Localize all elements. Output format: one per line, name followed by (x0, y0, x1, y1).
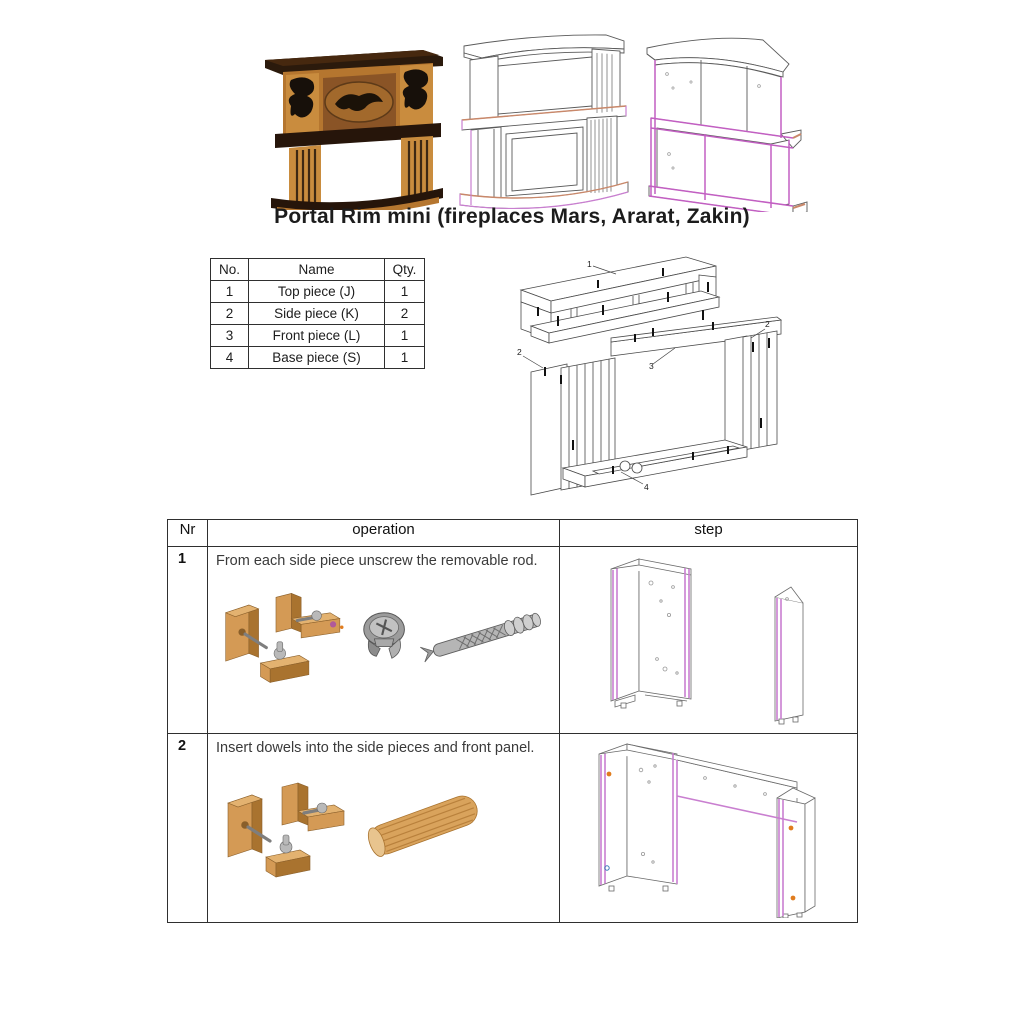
fireplace-photo (253, 20, 455, 210)
front-line-drawing-graphic (456, 22, 640, 212)
part-no: 1 (211, 281, 249, 303)
step2-step-image (562, 736, 855, 918)
part-no: 2 (211, 303, 249, 325)
sides-front-assembly-drawing (565, 736, 853, 918)
table-row (211, 303, 425, 325)
table-row (211, 325, 425, 347)
step1-step-image (562, 549, 855, 729)
parts-header-qty: Qty. (385, 259, 425, 281)
part-no: 3 (211, 325, 249, 347)
part-name: Front piece (L) (249, 325, 385, 347)
wood-dowel-image (360, 780, 488, 872)
part-name: Side piece (K) (249, 303, 385, 325)
removable-rod-image (418, 597, 555, 675)
cam-fitting-blocks-image (216, 580, 351, 692)
part-qty: 2 (385, 303, 425, 325)
steps-header-nr: Nr (168, 520, 208, 547)
steps-header-step: step (560, 520, 858, 547)
part-name: Base piece (S) (249, 347, 385, 369)
part-qty: 1 (385, 325, 425, 347)
back-line-drawing-graphic (643, 26, 813, 212)
fireplace-photo-graphic (253, 20, 455, 210)
steps-header-row (168, 520, 858, 547)
step-row-1 (168, 547, 858, 734)
parts-header-row (211, 259, 425, 281)
part-no: 4 (211, 347, 249, 369)
exploded-label-base: 4 (644, 482, 649, 492)
exploded-label-side-left: 2 (517, 347, 522, 357)
step1-operation-images (208, 572, 559, 692)
parts-header-name: Name (249, 259, 385, 281)
step2-operation-images (208, 759, 559, 885)
step-operation-text: From each side piece unscrew the removable rod. (216, 553, 538, 569)
part-name: Top piece (J) (249, 281, 385, 303)
part-qty: 1 (385, 347, 425, 369)
table-row (211, 281, 425, 303)
back-line-drawing (643, 26, 813, 212)
parts-header-no: No. (211, 259, 249, 281)
step-row-2 (168, 734, 858, 923)
parts-table (210, 258, 425, 369)
exploded-label-top: 1 (587, 259, 592, 269)
page-title: Portal Rim mini (fireplaces Mars, Ararat, Zakin) (274, 205, 750, 228)
front-line-drawing (456, 22, 640, 212)
step-number: 2 (168, 734, 208, 923)
steps-header-operation: operation (208, 520, 560, 547)
exploded-label-side-right: 2 (765, 319, 770, 329)
cam-lock-image (357, 605, 411, 667)
side-pieces-drawing (565, 549, 853, 729)
table-row (211, 347, 425, 369)
dowel-blocks-image (216, 767, 354, 885)
exploded-diagram-graphic (503, 250, 821, 502)
step-number: 1 (168, 547, 208, 734)
steps-table (167, 519, 858, 923)
exploded-diagram (503, 250, 821, 502)
step-operation-text: Insert dowels into the side pieces and front panel. (216, 740, 535, 756)
exploded-label-front: 3 (649, 361, 654, 371)
part-qty: 1 (385, 281, 425, 303)
